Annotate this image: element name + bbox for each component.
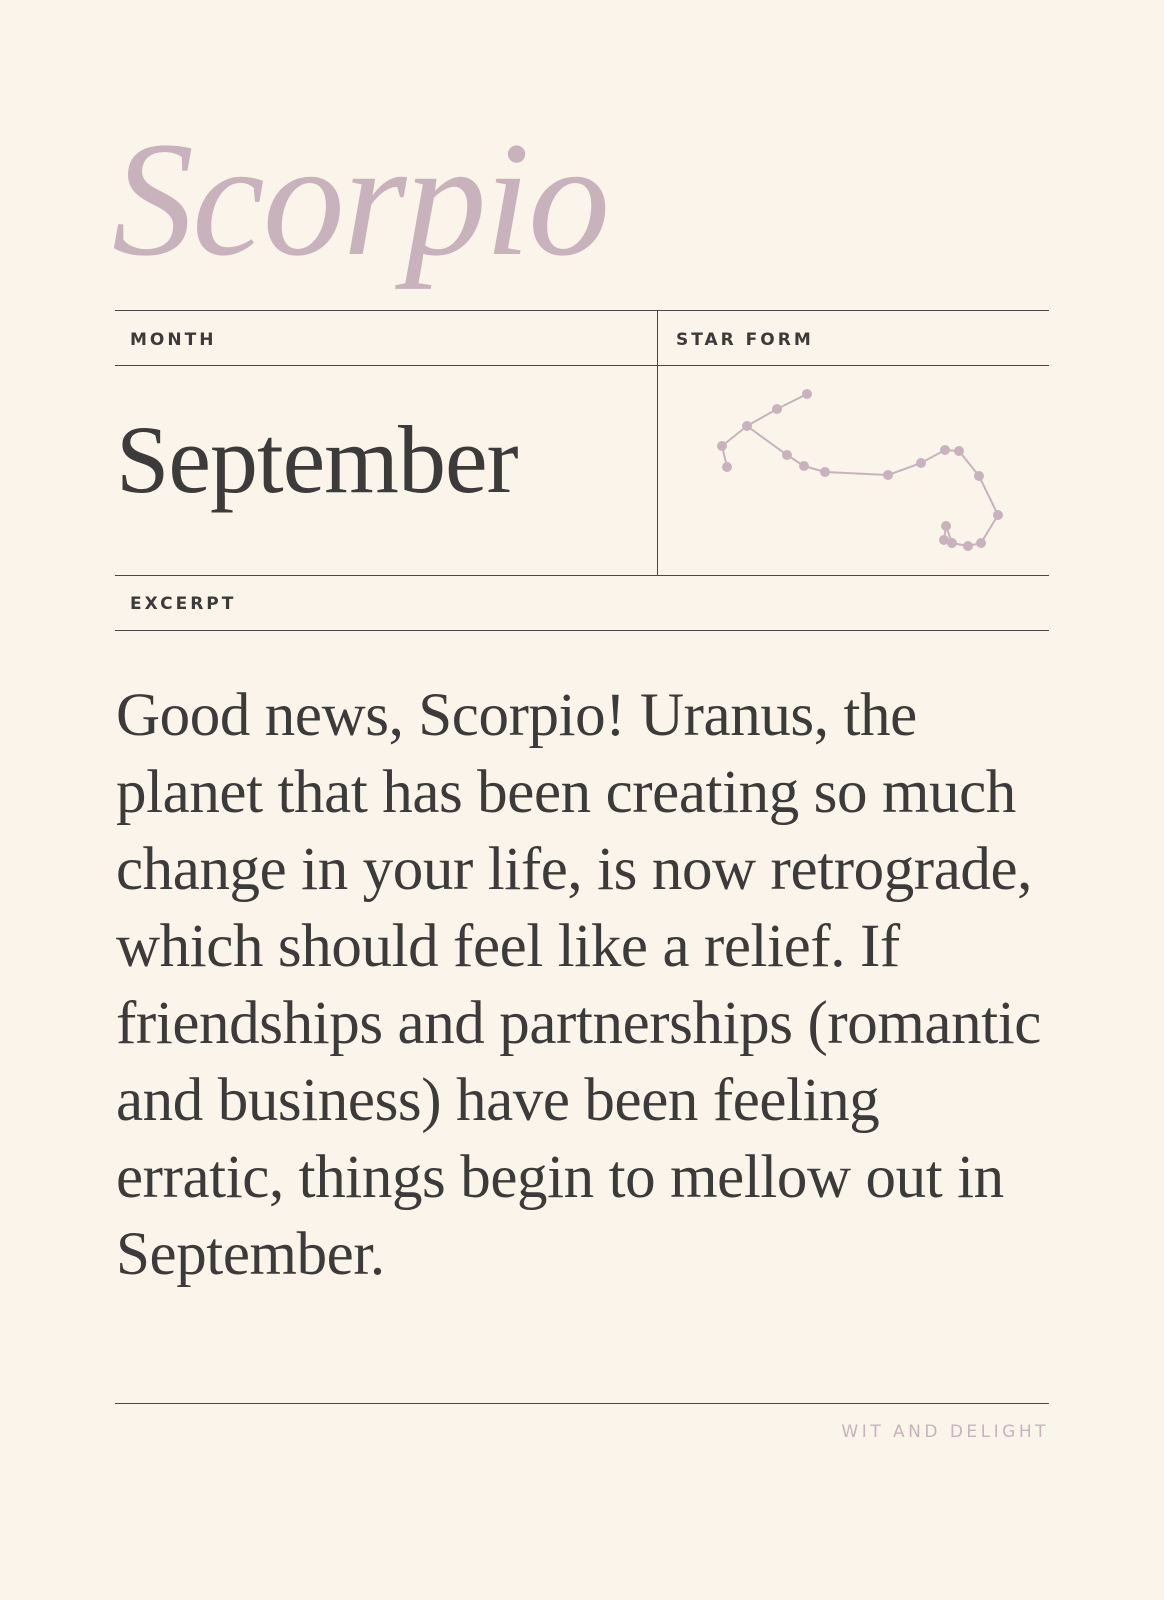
excerpt-label: EXCERPT xyxy=(130,594,237,614)
divider-footer xyxy=(115,1403,1049,1404)
month-value: September xyxy=(116,406,518,513)
divider-vertical xyxy=(657,310,658,576)
excerpt-text: Good news, Scorpio! Uranus, the planet that has been creating so much change in your life, is now retrograde, which should feel like a relief. If friendships and partnerships (romantic and business) have been feeling erratic, things begin to mellow out in September. xyxy=(116,682,1041,1288)
star-form-label: STAR FORM xyxy=(676,330,814,350)
divider-mid xyxy=(115,575,1049,576)
page-title: Scorpio xyxy=(112,109,609,290)
scorpio-constellation-icon xyxy=(700,380,1020,560)
divider-header xyxy=(115,365,1049,366)
footer-brand: WIT AND DELIGHT xyxy=(841,1422,1049,1442)
divider-excerpt xyxy=(115,630,1049,631)
divider-top xyxy=(115,310,1049,311)
month-label: MONTH xyxy=(130,330,217,350)
